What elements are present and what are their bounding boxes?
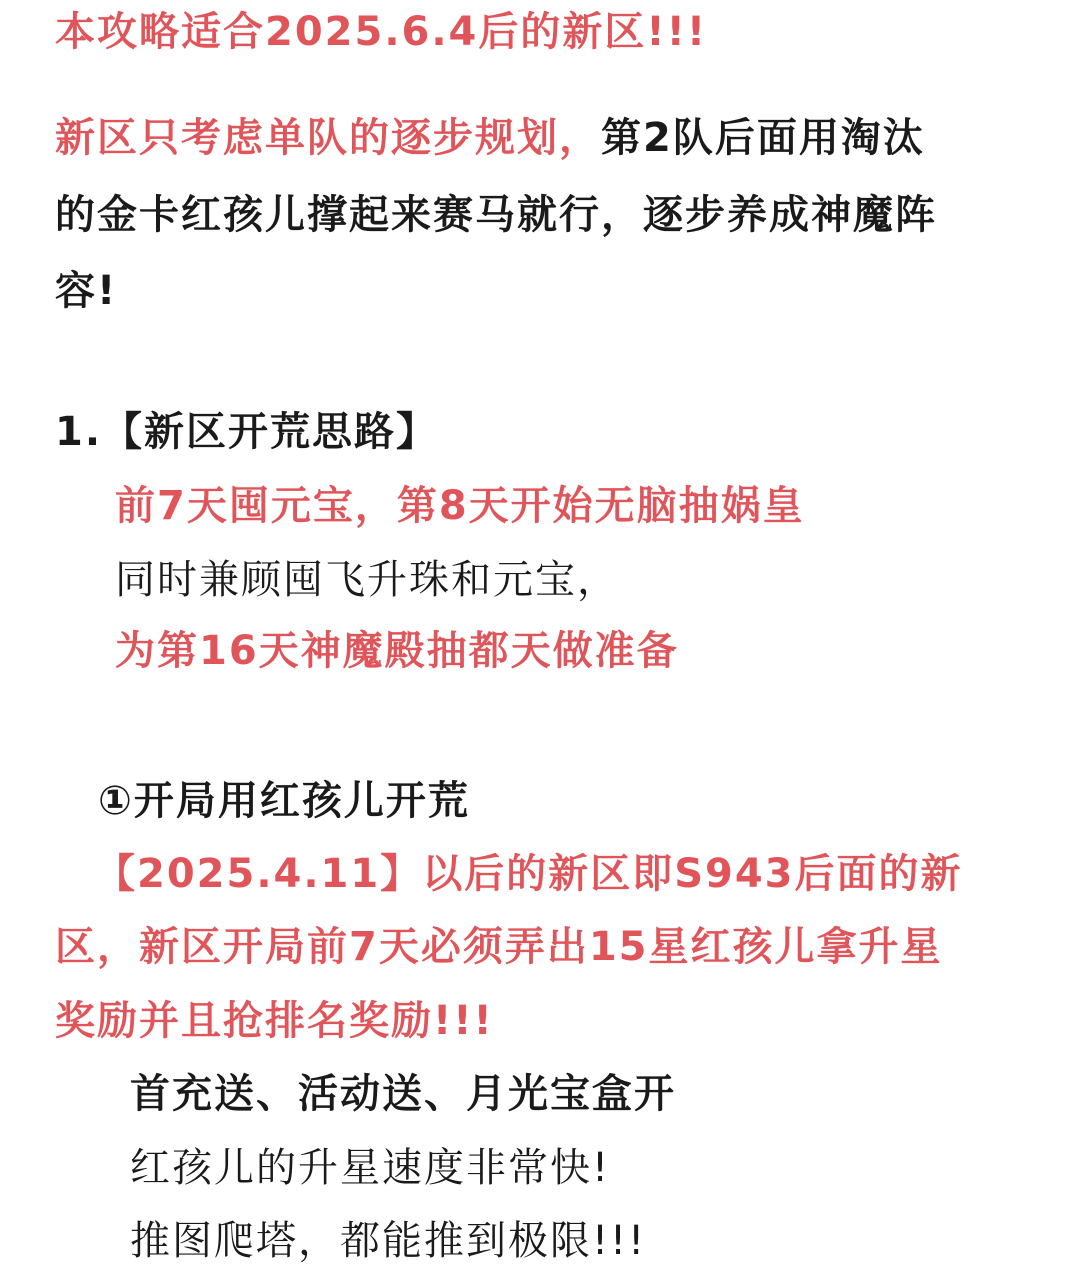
strategy-line-2: 同时兼顾囤飞升珠和元宝， (115, 557, 619, 603)
strategy-line-3: 为第16天神魔殿抽都天做准备 (115, 628, 679, 674)
strategy-line-1: 前7天囤元宝，第8天开始无脑抽娲皇 (115, 483, 805, 529)
intro-line-1 (55, 110, 925, 166)
subsection-heading: ①开局用红孩儿开荒 (98, 778, 470, 824)
warning-line-1: 【2025.4.11】以后的新区即S943后面的新 (95, 851, 963, 897)
source-line: 首充送、活动送、月光宝盒开 (130, 1071, 676, 1117)
intro-line-3: 容! (55, 268, 118, 314)
warning-line-2: 区，新区开局前7天必须弄出15星红孩儿拿升星 (55, 924, 943, 970)
detail-line-1: 红孩儿的升星速度非常快! (130, 1145, 611, 1191)
intro-highlight: 新区只考虑单队的逐步规划， (55, 115, 601, 161)
intro-text: 第2队后面用淘汰 (601, 115, 925, 161)
warning-line-3: 奖励并且抢排名奖励!!! (55, 998, 494, 1044)
detail-line-2: 推图爬塔，都能推到极限!!! (130, 1218, 647, 1264)
section-heading: 1.【新区开荒思路】 (55, 409, 439, 455)
intro-line-2: 的金卡红孩儿撑起来赛马就行，逐步养成神魔阵 (55, 192, 937, 238)
notice-line: 本攻略适合2025.6.4后的新区!!! (55, 9, 708, 55)
